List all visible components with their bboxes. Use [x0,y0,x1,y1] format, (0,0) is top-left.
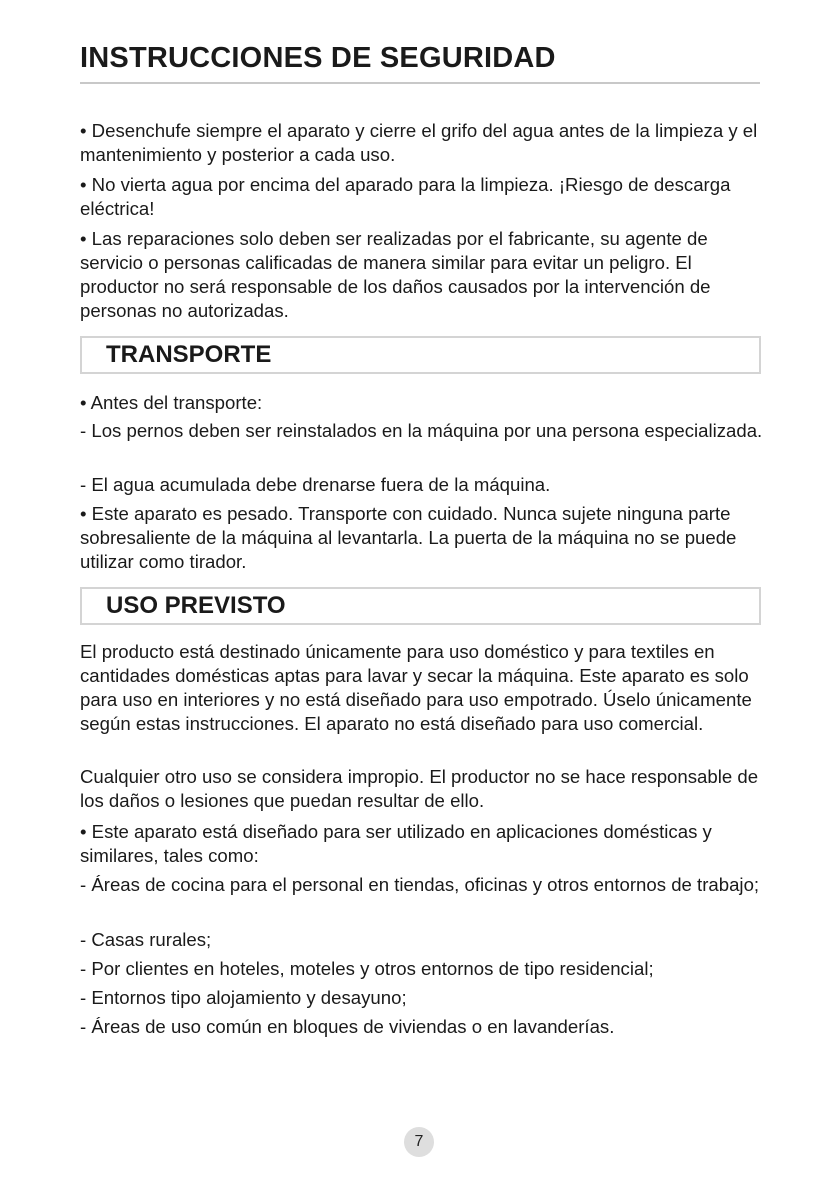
safety-paragraph-3: • Las reparaciones solo deben ser realizadas por el fabricante, su agente de servicio o personas calificadas de manera similar para evitar un peligro. El productor no será responsable de los daños causados por la intervención de personas no autorizadas. [80,228,711,321]
page-title: INSTRUCCIONES DE SEGURIDAD [80,42,556,74]
use-paragraph-3: • Este aparato está diseñado para ser utilizado en aplicaciones domésticas y similares, tales como: [80,821,712,866]
section-heading: USO PREVISTO [106,592,286,619]
section-header-uso-previsto [80,587,761,625]
transport-paragraph-1: • Antes del transporte: [80,392,263,413]
section-heading: TRANSPORTE [106,341,272,368]
safety-paragraph-1: • Desenchufe siempre el aparato y cierre el grifo del agua antes de la limpieza y el mantenimiento y posterior a cada uso. [80,120,758,165]
transport-paragraph-4: • Este aparato es pesado. Transporte con cuidado. Nunca sujete ninguna parte sobresaliente de la máquina al levantarla. La puerta de la máquina no se puede utilizar como tirador. [80,503,737,572]
use-paragraph-1: El producto está destinado únicamente para uso doméstico y para textiles en cantidades domésticas aptas para lavar y secar la máquina. Este aparato es solo para uso en interiores y no está diseñado para uso empotrado. Úselo únicamente según estas instrucciones. El aparato no está diseñado para uso comercial. [80,641,752,734]
transport-paragraph-2: - Los pernos deben ser reinstalados en la máquina por una persona especializada. [80,420,763,441]
use-paragraph-2: Cualquier otro uso se considera impropio. El productor no se hace responsable de los daños o lesiones que puedan resultar de ello. [80,766,759,811]
transport-paragraph-3: - El agua acumulada debe drenarse fuera de la máquina. [80,474,551,495]
use-paragraph-7: - Entornos tipo alojamiento y desayuno; [80,987,407,1008]
use-paragraph-8: - Áreas de uso común en bloques de viviendas o en lavanderías. [80,1016,615,1037]
page-number: 7 [404,1127,434,1157]
use-paragraph-6: - Por clientes en hoteles, moteles y otros entornos de tipo residencial; [80,958,654,979]
section-header-transporte [80,336,761,374]
use-paragraph-5: - Casas rurales; [80,929,212,950]
title-divider [80,82,760,84]
safety-paragraph-2: • No vierta agua por encima del aparado para la limpieza. ¡Riesgo de descarga eléctrica! [80,174,731,219]
use-paragraph-4: - Áreas de cocina para el personal en tiendas, oficinas y otros entornos de trabajo; [80,874,760,895]
